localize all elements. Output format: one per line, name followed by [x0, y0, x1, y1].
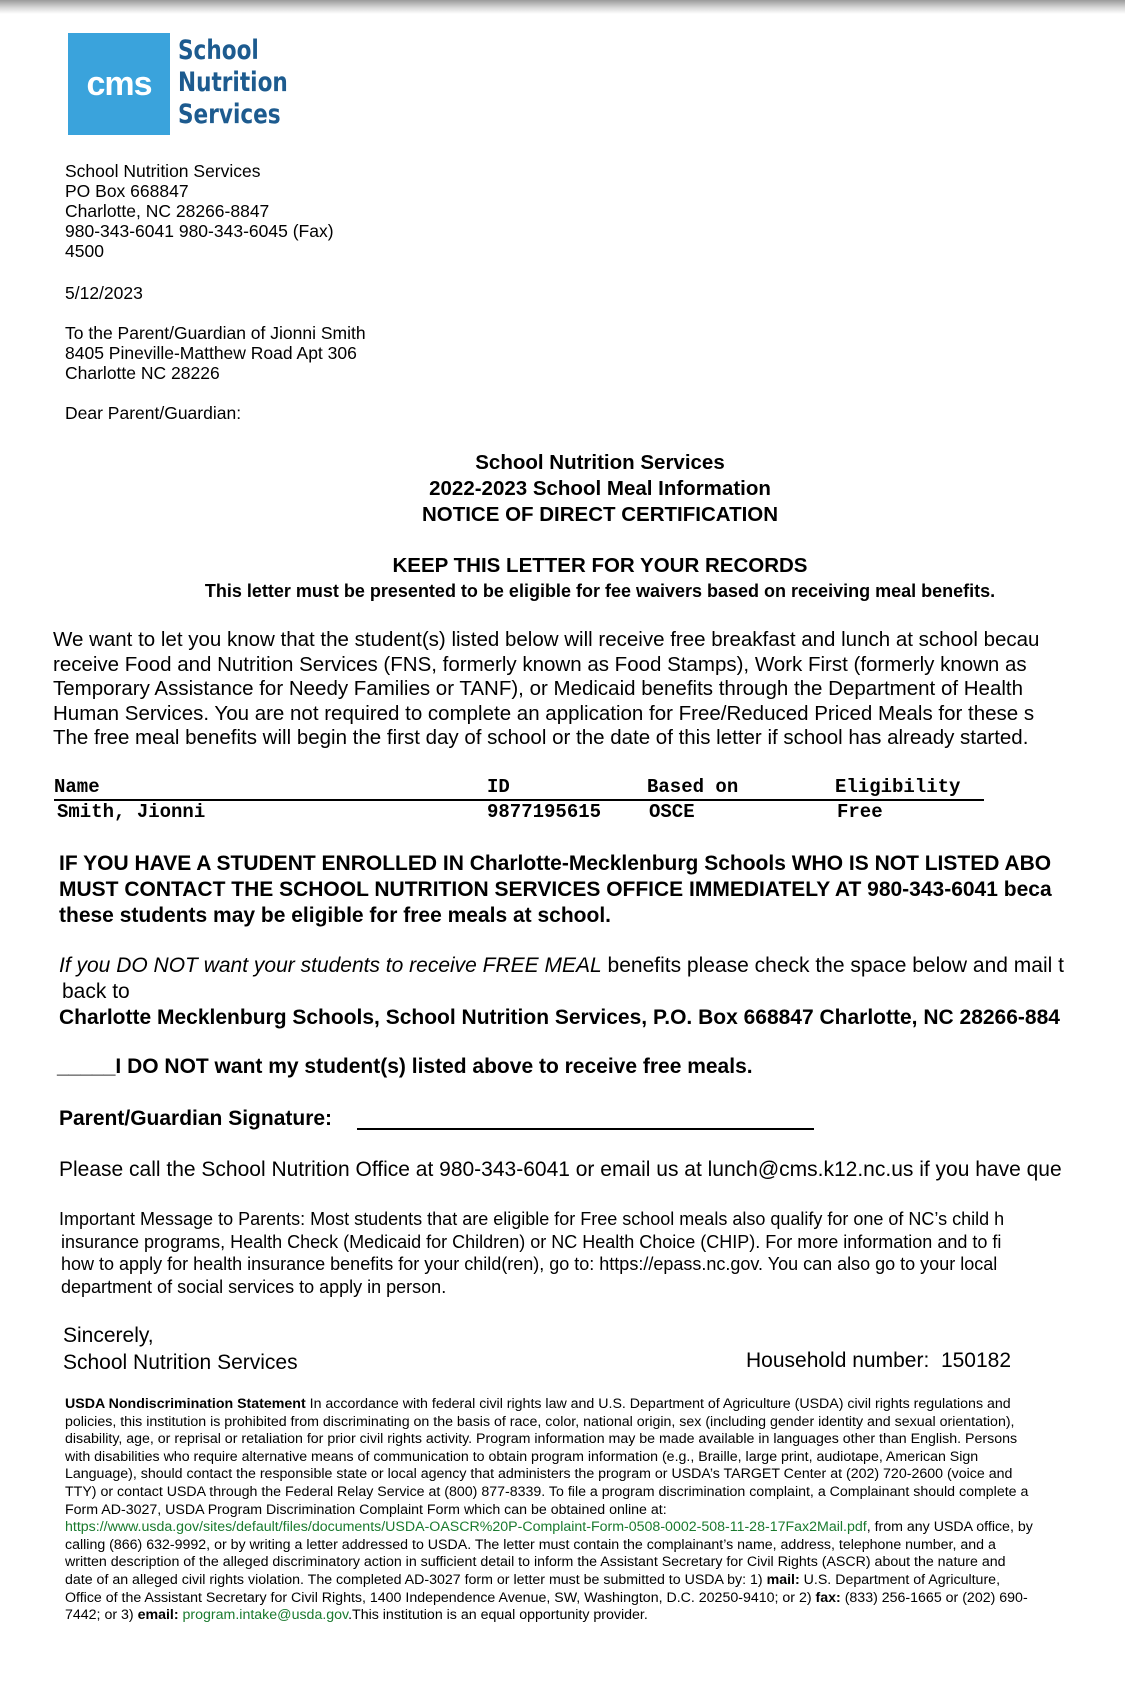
optout-address: Charlotte Mecklenburg Schools, School Nutrition Services, P.O. Box 668847 Charlotte, NC 28266-884 — [59, 1006, 1060, 1029]
household-label: Household number: — [746, 1349, 930, 1372]
sender-address — [65, 161, 334, 261]
salutation: Dear Parent/Guardian: — [65, 403, 242, 423]
optout-line-1 — [59, 953, 1064, 979]
logo-line-1: School — [178, 35, 259, 66]
logo-line-3: Services — [178, 99, 281, 130]
closing — [63, 1322, 298, 1376]
heading-line-1: School Nutrition Services — [475, 451, 725, 474]
keep-letter-subnotice: This letter must be presented to be eligible for fee waivers based on receiving meal benefits. — [204, 581, 996, 601]
sender-line-1: School Nutrition Services — [65, 161, 261, 181]
keep-letter-notice: KEEP THIS LETTER FOR YOUR RECORDS — [392, 554, 808, 577]
signature-line — [357, 1128, 814, 1130]
usda-line-13e: .This institution is an equal opportunity provider. — [348, 1607, 648, 1624]
important-line-2: insurance programs, Health Check (Medicaid for Children) or NC Health Choice (CHIP). For more information and to fi — [61, 1231, 1002, 1252]
intro-line-4: Human Services. You are not required to complete an application for Free/Reduced Priced Meals for these s — [53, 701, 1035, 725]
household-value: 150182 — [940, 1349, 1012, 1372]
important-line-4: department of social services to apply in person. — [61, 1276, 447, 1297]
col-header-id: ID — [487, 776, 510, 798]
usda-title: USDA Nondiscrimination Statement — [65, 1396, 306, 1412]
cell-id: 9877195615 — [487, 801, 602, 823]
usda-line-9: calling (866) 632-9992, or by writing a letter addressed to USDA. The letter must contain the complainant’s name, address, telephone number, and a — [65, 1536, 996, 1553]
sender-line-5: 4500 — [65, 241, 104, 261]
intro-line-5: The free meal benefits will begin the first day of school or the date of this letter if school has already started. — [53, 726, 1029, 749]
not-listed-line-3: these students may be eligible for free meals at school. — [59, 904, 612, 927]
usda-line-10: written description of the alleged discriminatory action in sufficient detail to inform the Assistant Secretary for Civil Rights (ASCR) about the nature and — [65, 1554, 1006, 1571]
intro-line-2: receive Food and Nutrition Services (FNS, formerly known as Food Stamps), Work First (formerly known as — [53, 652, 1027, 676]
col-header-eligibility: Eligibility — [835, 776, 961, 798]
usda-line-2: policies, this institution is prohibited from discriminating on the basis of race, color, national origin, sex (including gender identity and sexual orientation), — [65, 1413, 1015, 1430]
closing-word: Sincerely, — [63, 1324, 154, 1347]
usda-line-8-rest: , from any USDA office, by — [866, 1519, 1033, 1536]
recipient-line-3: Charlotte NC 28226 — [65, 363, 220, 383]
heading-line-3: NOTICE OF DIRECT CERTIFICATION — [421, 503, 779, 526]
not-listed-notice — [59, 851, 1052, 929]
usda-line-11a: date of an alleged civil rights violation. The completed AD-3027 form or letter must be submitted to USDA by: 1) — [65, 1571, 767, 1588]
cell-eligibility: Free — [837, 801, 883, 823]
intro-line-3: Temporary Assistance for Needy Families or TANF), or Medicaid benefits through the Department of Health — [53, 677, 1023, 700]
usda-line-4: with disabilities who require alternative means of communication to obtain program information (e.g., Braille, large print, audiotape, American Sign — [65, 1448, 979, 1465]
optout-paragraph — [59, 953, 1064, 1031]
page-top-shadow — [0, 0, 1125, 14]
cms-logo — [68, 33, 288, 135]
cell-based-on: OSCE — [649, 801, 695, 823]
heading-line-2: 2022-2023 School Meal Information — [429, 477, 771, 500]
optout-checkline: _____I DO NOT want my student(s) listed above to receive free meals. — [57, 1055, 753, 1078]
logo-line-2: Nutrition — [178, 67, 288, 98]
optout-italic: If you DO NOT want your students to receive FREE MEAL — [59, 954, 602, 977]
call-notice: Please call the School Nutrition Office at 980-343-6041 or email us at lunch@cms.k12.nc.us if you have que — [59, 1158, 1062, 1181]
not-listed-line-1: IF YOU HAVE A STUDENT ENROLLED IN Charlotte-Mecklenburg Schools WHO IS NOT LISTED ABO — [59, 852, 1052, 875]
usda-line-12a: Office of the Assistant Secretary for Civil Rights, 1400 Independence Avenue, SW, Washington, D.C. 20250-9410; or 2) — [65, 1589, 816, 1606]
optout-line-2: back to — [62, 980, 130, 1003]
usda-line-5: Language), should contact the responsible state or local agency that administers the program or USDA’s TARGET Center at (202) 720-2600 (voice and — [65, 1466, 1013, 1483]
usda-statement — [65, 1396, 1033, 1625]
sender-line-3: Charlotte, NC 28266-8847 — [65, 201, 270, 221]
recipient-line-1: To the Parent/Guardian of Jionni Smith — [65, 323, 366, 343]
intro-paragraph — [53, 628, 1039, 751]
logo-mark — [68, 33, 170, 135]
usda-fax-label: fax: — [815, 1589, 841, 1606]
logo-words — [178, 35, 288, 131]
usda-mail-label: mail: — [766, 1571, 800, 1588]
usda-line-6: TTY) or contact USDA through the Federal Relay Service at (800) 877-8339. To file a program discrimination complaint, a Complainant should complete a — [65, 1483, 1029, 1500]
intro-line-1: We want to let you know that the student(s) listed below will receive free breakfast and lunch at school becau — [53, 628, 1040, 651]
col-header-based-on: Based on — [647, 776, 739, 798]
usda-line-12c: (833) 256-1665 or (202) 690- — [840, 1589, 1028, 1606]
usda-line-13a: 7442; or 3) — [65, 1607, 138, 1624]
recipient-line-2: 8405 Pineville-Matthew Road Apt 306 — [65, 343, 357, 363]
closing-name: School Nutrition Services — [63, 1351, 298, 1374]
usda-line-11c: U.S. Department of Agriculture, — [799, 1571, 1001, 1588]
col-header-name: Name — [54, 776, 100, 798]
sender-line-2: PO Box 668847 — [65, 181, 189, 201]
usda-line-7: Form AD-3027, USDA Program Discrimination Complaint Form which can be obtained online at: — [65, 1501, 667, 1518]
letter-date: 5/12/2023 — [65, 283, 143, 303]
usda-email-link[interactable]: program.intake@usda.gov — [182, 1607, 349, 1624]
recipient-address — [65, 323, 366, 383]
logo-mark-text: cms — [86, 64, 152, 103]
signature-label: Parent/Guardian Signature: — [59, 1107, 333, 1130]
important-line-1: Important Message to Parents: Most students that are eligible for Free school meals also qualify for one of NC’s child h — [59, 1209, 1005, 1229]
not-listed-line-2: MUST CONTACT THE SCHOOL NUTRITION SERVICES OFFICE IMMEDIATELY AT 980-343-6041 beca — [59, 878, 1052, 901]
letter-heading — [0, 450, 1125, 528]
important-line-3: how to apply for health insurance benefits for your child(ren), go to: https://epass.nc.gov. You can also go to your local — [61, 1254, 998, 1274]
household-number — [746, 1349, 1011, 1373]
important-message — [59, 1208, 1004, 1298]
optout-rest: benefits please check the space below and mail t — [601, 954, 1064, 977]
usda-email-label: email: — [137, 1607, 179, 1624]
cell-name: Smith, Jionni — [57, 801, 206, 823]
sender-line-4: 980-343-6041 980-343-6045 (Fax) — [65, 221, 334, 241]
usda-line-1: In accordance with federal civil rights law and U.S. Department of Agriculture (USDA) civil rights regulations and — [305, 1396, 1011, 1412]
complaint-form-link[interactable]: https://www.usda.gov/sites/default/files/documents/USDA-OASCR%20P-Complaint-Form-0508-0002-508-11-28-17Fax2Mail.pdf — [65, 1519, 867, 1536]
usda-line-3: disability, age, or reprisal or retaliation for prior civil rights activity. Program information may be made available in languages other than English. Persons — [65, 1431, 1018, 1448]
